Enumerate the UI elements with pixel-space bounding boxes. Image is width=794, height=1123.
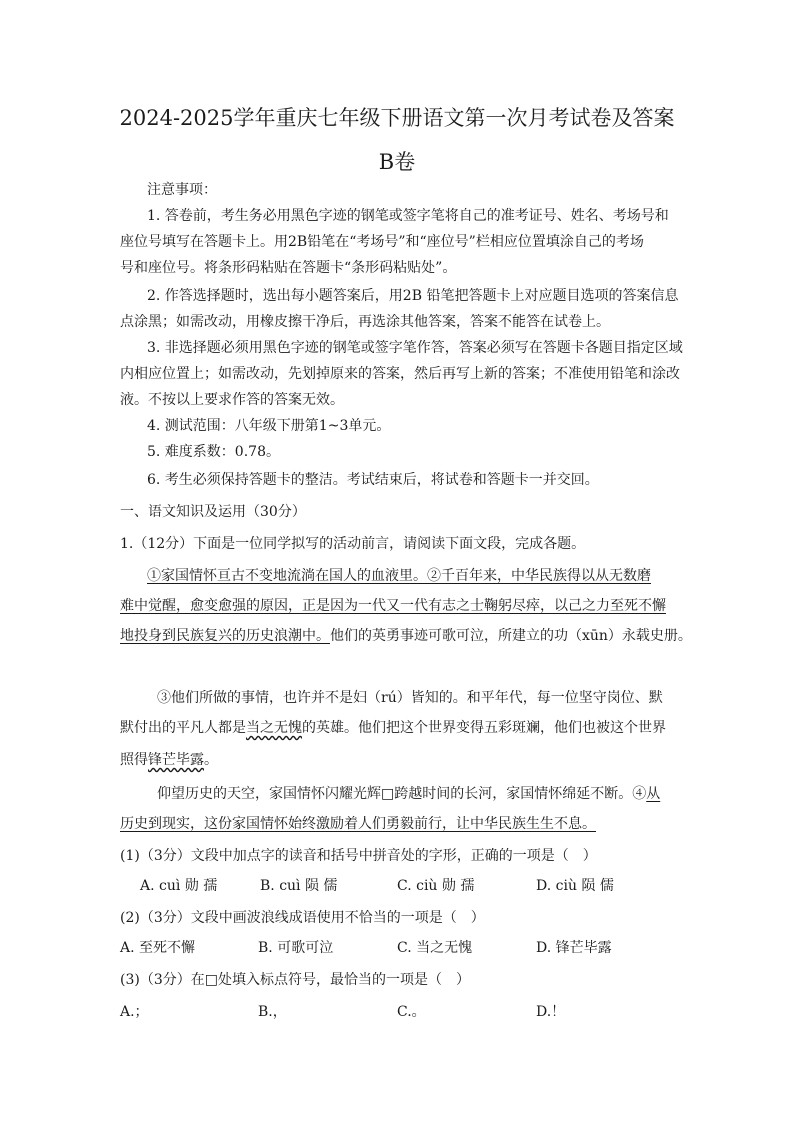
passage-line: [120, 750, 218, 770]
notice-heading: 注意事项：: [147, 182, 217, 198]
passage-line: [120, 626, 692, 646]
notice-line: 内相应位置上；如需改动，先划掉原来的答案，然后再写上新的答案；不准使用铅笔和涂改: [120, 366, 680, 382]
passage-underlined-text: 从: [646, 786, 661, 802]
option-c[interactable]: C. 当之无愧: [397, 940, 473, 956]
option-d[interactable]: D. ciù 陨 儒: [536, 878, 614, 894]
option-b[interactable]: B.，: [258, 1004, 287, 1020]
notice-line: 号和座位号。将条形码粘贴在答题卡“条形码粘贴处”。: [120, 260, 457, 276]
passage-text: 他们的英勇事迹可歌可泣，所建立的功（xūn）永载史册。: [330, 628, 692, 644]
passage-underlined-text: 地投身到民族复兴的历史浪潮中。: [120, 628, 330, 644]
idiom-wavy: 当之无愧: [246, 720, 302, 736]
question-stem: (2)（3分）文段中画波浪线成语使用不恰当的一项是（ ）: [120, 910, 485, 926]
option-a[interactable]: A. cuì 勋 孺: [140, 878, 218, 894]
question-stem: 1.（12分）下面是一位同学拟写的活动前言，请阅读下面文段，完成各题。: [120, 536, 586, 552]
passage-line: 历史到现实，这份家国情怀始终激励着人们勇毅前行，让中华民族生生不息。: [120, 816, 596, 832]
notice-line: 1. 答卷前，考生务必用黑色字迹的钢笔或签字笔将自己的准考证号、姓名、考场号和: [147, 208, 669, 224]
passage-text: 的英雄。他们把这个世界变得五彩斑斓，他们也被这个世界: [302, 720, 666, 736]
section-heading: 一、语文知识及运用（30分）: [120, 504, 306, 520]
passage-line: ③他们所做的事情，也许并不是妇（rú）皆知的。和平年代，每一位坚守岗位、默: [157, 690, 663, 706]
passage-text: 默付出的平凡人都是: [120, 720, 246, 736]
notice-line: 座位号填写在答题卡上。用2B铅笔在“考场号”和“座位号”栏相应位置填涂自己的考场: [120, 234, 644, 250]
idiom-wavy: 锋芒毕露: [148, 752, 204, 768]
passage-line: 难中觉醒，愈变愈强的原因，正是因为一代又一代有志之士鞠躬尽瘁，以己之力至死不懈: [120, 598, 666, 614]
question-stem: (3)（3分）在□处填入标点符号，最恰当的一项是（ ）: [120, 972, 470, 988]
option-b[interactable]: B. 可歌可泣: [258, 940, 334, 956]
page-title: 2024-2025学年重庆七年级下册语文第一次月考试卷及答案: [119, 106, 675, 130]
notice-line: 6. 考生必须保持答题卡的整洁。考试结束后，将试卷和答题卡一并交回。: [147, 472, 599, 488]
passage-text: 。: [204, 752, 218, 768]
option-b[interactable]: B. cuì 陨 儒: [260, 878, 338, 894]
option-a[interactable]: A. 至死不懈: [120, 940, 196, 956]
notice-line: 2. 作答选择题时，选出每小题答案后，用2B 铅笔把答题卡上对应题目选项的答案信息: [147, 288, 679, 304]
notice-line: 点涂黑；如需改动，用橡皮擦干净后，再选涂其他答案，答案不能答在试卷上。: [120, 314, 610, 330]
notice-line: 液。不按以上要求作答的答案无效。: [120, 392, 344, 408]
notice-line: 3. 非选择题必须用黑色字迹的钢笔或签字笔作答，答案必须写在答题卡各题目指定区域: [147, 340, 683, 356]
option-c[interactable]: C. ciù 勋 孺: [397, 878, 475, 894]
passage-line: [157, 784, 660, 804]
notice-line: 5. 难度系数：0.78。: [147, 444, 280, 460]
notice-line: 4. 测试范围：八年级下册第1~3单元。: [147, 418, 391, 434]
option-c[interactable]: C.。: [397, 1004, 426, 1020]
option-d[interactable]: D. 锋芒毕露: [536, 940, 612, 956]
option-d[interactable]: D.！: [536, 1004, 566, 1020]
passage-line: [120, 718, 666, 738]
page-subtitle: B卷: [378, 150, 416, 174]
option-a[interactable]: A.；: [120, 1004, 149, 1020]
passage-text: 照得: [120, 752, 148, 768]
passage-line: ①家国情怀亘古不变地流淌在国人的血液里。②千百年来，中华民族得以从无数磨: [147, 568, 651, 584]
question-stem: (1)（3分）文段中加点字的读音和括号中拼音处的字形，正确的一项是（ ）: [120, 848, 597, 864]
passage-text: 仰望历史的天空，家国情怀闪耀光辉□跨越时间的长河，家国情怀绵延不断。④: [157, 786, 647, 802]
